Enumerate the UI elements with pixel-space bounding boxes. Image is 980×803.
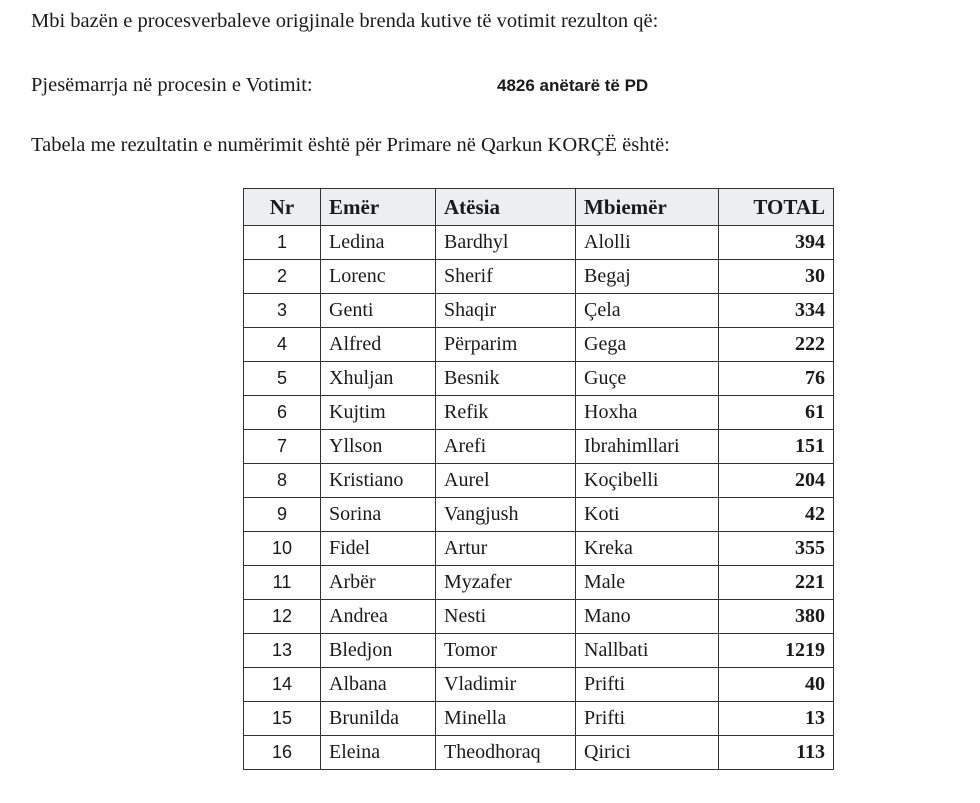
cell-atesia: Artur bbox=[436, 532, 576, 566]
cell-atesia: Theodhoraq bbox=[436, 736, 576, 770]
cell-total: 30 bbox=[719, 260, 834, 294]
header-atesia: Atësia bbox=[436, 189, 576, 226]
cell-atesia: Minella bbox=[436, 702, 576, 736]
cell-mbiemer: Nallbati bbox=[576, 634, 719, 668]
cell-mbiemer: Mano bbox=[576, 600, 719, 634]
cell-atesia: Vladimir bbox=[436, 668, 576, 702]
cell-atesia: Myzafer bbox=[436, 566, 576, 600]
cell-nr: 8 bbox=[244, 464, 321, 498]
table-row bbox=[244, 328, 834, 362]
cell-atesia: Bardhyl bbox=[436, 226, 576, 260]
cell-emer: Lorenc bbox=[321, 260, 436, 294]
cell-mbiemer: Qirici bbox=[576, 736, 719, 770]
cell-nr: 2 bbox=[244, 260, 321, 294]
cell-mbiemer: Guçe bbox=[576, 362, 719, 396]
table-row bbox=[244, 736, 834, 770]
cell-nr: 1 bbox=[244, 226, 321, 260]
participation-label: Pjesëmarrja në procesin e Votimit: bbox=[31, 74, 313, 96]
table-row bbox=[244, 362, 834, 396]
cell-emer: Kristiano bbox=[321, 464, 436, 498]
cell-nr: 12 bbox=[244, 600, 321, 634]
cell-emer: Brunilda bbox=[321, 702, 436, 736]
cell-atesia: Nesti bbox=[436, 600, 576, 634]
participation-value: 4826 anëtarë të PD bbox=[497, 76, 649, 95]
cell-nr: 16 bbox=[244, 736, 321, 770]
table-row bbox=[244, 430, 834, 464]
cell-mbiemer: Prifti bbox=[576, 702, 719, 736]
cell-atesia: Vangjush bbox=[436, 498, 576, 532]
header-emer: Emër bbox=[321, 189, 436, 226]
cell-atesia: Aurel bbox=[436, 464, 576, 498]
cell-mbiemer: Ibrahimllari bbox=[576, 430, 719, 464]
table-row bbox=[244, 702, 834, 736]
cell-total: 204 bbox=[719, 464, 834, 498]
cell-atesia: Refik bbox=[436, 396, 576, 430]
cell-emer: Genti bbox=[321, 294, 436, 328]
table-row bbox=[244, 600, 834, 634]
intro-text: Mbi bazën e procesverbaleve origjinale brenda kutive të votimit rezulton që: bbox=[31, 10, 659, 32]
cell-emer: Fidel bbox=[321, 532, 436, 566]
cell-total: 76 bbox=[719, 362, 834, 396]
table-row bbox=[244, 294, 834, 328]
cell-total: 151 bbox=[719, 430, 834, 464]
table-row bbox=[244, 634, 834, 668]
cell-nr: 15 bbox=[244, 702, 321, 736]
cell-nr: 6 bbox=[244, 396, 321, 430]
cell-mbiemer: Çela bbox=[576, 294, 719, 328]
cell-emer: Alfred bbox=[321, 328, 436, 362]
cell-emer: Sorina bbox=[321, 498, 436, 532]
cell-total: 394 bbox=[719, 226, 834, 260]
cell-mbiemer: Hoxha bbox=[576, 396, 719, 430]
table-row bbox=[244, 396, 834, 430]
cell-total: 380 bbox=[719, 600, 834, 634]
cell-emer: Arbër bbox=[321, 566, 436, 600]
cell-mbiemer: Begaj bbox=[576, 260, 719, 294]
header-nr: Nr bbox=[244, 189, 321, 226]
cell-mbiemer: Koçibelli bbox=[576, 464, 719, 498]
cell-atesia: Tomor bbox=[436, 634, 576, 668]
cell-nr: 7 bbox=[244, 430, 321, 464]
cell-nr: 14 bbox=[244, 668, 321, 702]
cell-nr: 13 bbox=[244, 634, 321, 668]
cell-total: 42 bbox=[719, 498, 834, 532]
header-mbiemer: Mbiemër bbox=[576, 189, 719, 226]
table-row bbox=[244, 668, 834, 702]
cell-atesia: Sherif bbox=[436, 260, 576, 294]
table-row bbox=[244, 226, 834, 260]
cell-atesia: Arefi bbox=[436, 430, 576, 464]
cell-nr: 11 bbox=[244, 566, 321, 600]
cell-total: 61 bbox=[719, 396, 834, 430]
cell-atesia: Besnik bbox=[436, 362, 576, 396]
cell-mbiemer: Gega bbox=[576, 328, 719, 362]
cell-nr: 9 bbox=[244, 498, 321, 532]
cell-total: 40 bbox=[719, 668, 834, 702]
cell-emer: Eleina bbox=[321, 736, 436, 770]
cell-total: 222 bbox=[719, 328, 834, 362]
cell-mbiemer: Kreka bbox=[576, 532, 719, 566]
cell-total: 334 bbox=[719, 294, 834, 328]
header-total: TOTAL bbox=[719, 189, 834, 226]
cell-emer: Kujtim bbox=[321, 396, 436, 430]
table-header-row bbox=[244, 189, 834, 226]
cell-total: 113 bbox=[719, 736, 834, 770]
table-row bbox=[244, 532, 834, 566]
table-row bbox=[244, 498, 834, 532]
cell-atesia: Përparim bbox=[436, 328, 576, 362]
cell-total: 221 bbox=[719, 566, 834, 600]
cell-nr: 5 bbox=[244, 362, 321, 396]
table-row bbox=[244, 566, 834, 600]
table-row bbox=[244, 260, 834, 294]
cell-emer: Ledina bbox=[321, 226, 436, 260]
cell-nr: 10 bbox=[244, 532, 321, 566]
cell-atesia: Shaqir bbox=[436, 294, 576, 328]
cell-mbiemer: Prifti bbox=[576, 668, 719, 702]
cell-total: 13 bbox=[719, 702, 834, 736]
cell-total: 355 bbox=[719, 532, 834, 566]
cell-mbiemer: Male bbox=[576, 566, 719, 600]
cell-emer: Bledjon bbox=[321, 634, 436, 668]
cell-nr: 4 bbox=[244, 328, 321, 362]
cell-nr: 3 bbox=[244, 294, 321, 328]
table-intro-text: Tabela me rezultatin e numërimit është për Primare në Qarkun KORÇË është: bbox=[31, 134, 670, 156]
table-row bbox=[244, 464, 834, 498]
cell-mbiemer: Alolli bbox=[576, 226, 719, 260]
results-table bbox=[243, 188, 834, 770]
cell-emer: Andrea bbox=[321, 600, 436, 634]
cell-mbiemer: Koti bbox=[576, 498, 719, 532]
cell-emer: Yllson bbox=[321, 430, 436, 464]
cell-emer: Albana bbox=[321, 668, 436, 702]
cell-total: 1219 bbox=[719, 634, 834, 668]
cell-emer: Xhuljan bbox=[321, 362, 436, 396]
